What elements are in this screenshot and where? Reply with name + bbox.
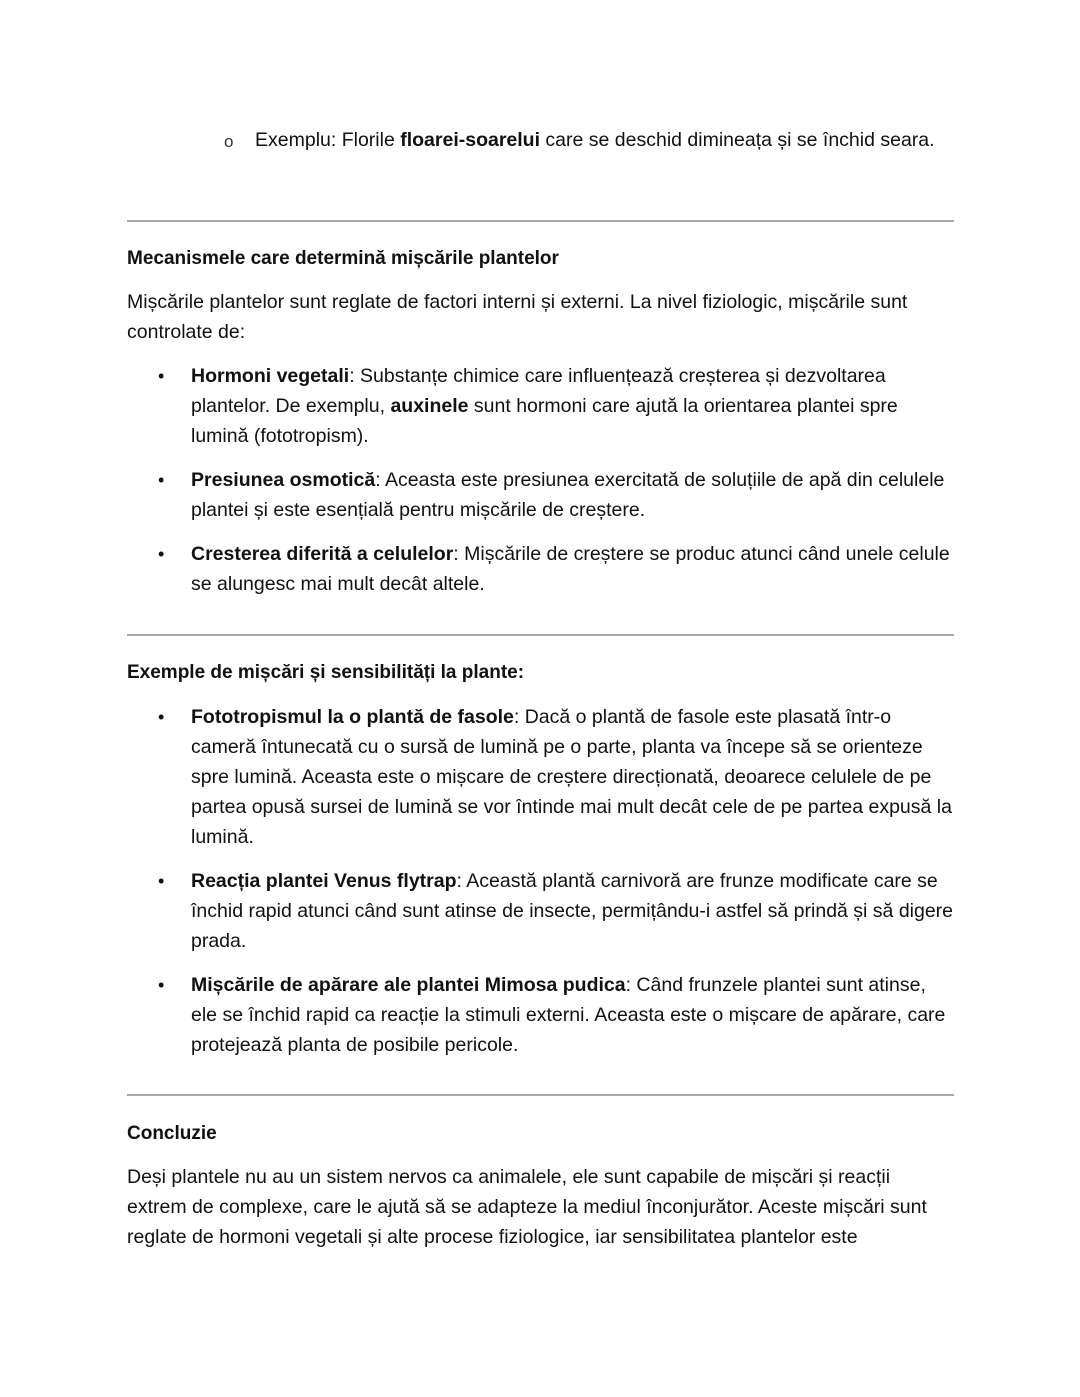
bullet-icon: • (158, 366, 165, 386)
item-bold: Mișcările de apărare ale plantei Mimosa pudica (191, 974, 626, 996)
list-item (158, 465, 954, 525)
item-text: : Aceasta este presiunea exercitată de soluțiile de apă din celulele plantei și este esențială pentru mișcările de creștere. (191, 469, 945, 521)
divider-1 (127, 220, 954, 222)
list-item (158, 866, 954, 956)
bullet-icon: • (158, 470, 165, 490)
mechanisms-intro: Mișcările plantelor sunt reglate de factori interni și externi. La nivel fiziologic, mișcările sunt controlate de: (127, 291, 908, 343)
bullet-icon: • (158, 707, 165, 727)
item-text: : Mișcările de creștere se produc atunci când unele celule se alungesc mai mult decât altele. (191, 543, 950, 595)
item-bold: Fototropismul la o plantă de fasole (191, 706, 514, 728)
item-bold: Reacția plantei Venus flytrap (191, 870, 457, 892)
item-text-2: sunt hormoni care ajută la orientarea plantei spre lumină (fototropism). (191, 395, 898, 447)
bullet-icon: • (158, 975, 165, 995)
example-suffix: care se deschid dimineața și se închid seara. (540, 129, 935, 151)
list-item (158, 539, 954, 599)
conclusion-text: Deși plantele nu au un sistem nervos ca animalele, ele sunt capabile de mișcări și reacții extrem de complexe, care le ajută să se adapteze la mediul înconjurător. Aceste mișcări sunt reglate de hormoni vegetali și alte procese fiziologice, iar sensibilitatea plantelor este (127, 1166, 927, 1248)
list-item (158, 970, 954, 1060)
mechanisms-list (158, 361, 954, 613)
item-text: : Substanțe chimice care influențează creșterea și dezvoltarea plantelor. De exemplu, (191, 365, 886, 417)
example-sunflower-item (224, 125, 935, 155)
examples-list (158, 702, 954, 1074)
item-bold: Hormoni vegetali (191, 365, 350, 387)
bullet-icon: • (158, 544, 165, 564)
item-bold: Cresterea diferită a celulelor (191, 543, 454, 565)
mechanisms-heading: Mecanismele care determină mișcările plantelor (127, 248, 559, 269)
item-text: : Această plantă carnivoră are frunze modificate care se închid rapid atunci când sunt atinse de insecte, permițându-i astfel să prindă și să digere prada. (191, 870, 954, 952)
conclusion-heading: Concluzie (127, 1123, 217, 1144)
bullet-icon: • (158, 871, 165, 891)
item-text: : Când frunzele plantei sunt atinse, ele se închid rapid ca reacție la stimuli externi. Aceasta este o mișcare de apărare, care protejează planta de posibile pericole. (191, 974, 946, 1056)
item-bold: Presiunea osmotică (191, 469, 376, 491)
example-bold: floarei-soarelui (400, 129, 541, 151)
list-item (158, 702, 954, 852)
divider-3 (127, 1094, 954, 1096)
example-prefix: Exemplu: Florile (255, 129, 401, 151)
list-item (158, 361, 954, 451)
sub-bullet-marker: o (224, 132, 234, 151)
divider-2 (127, 634, 954, 636)
item-bold-2: auxinele (390, 395, 469, 417)
examples-heading: Exemple de mișcări și sensibilități la plante: (127, 662, 525, 683)
item-text: : Dacă o plantă de fasole este plasată într-o cameră întunecată cu o sursă de lumină pe o parte, planta va începe să se orienteze spre lumină. Aceasta este o mișcare de creștere direcționată, deoarece celulele de pe partea opusă sursei de lumină se vor întinde mai mult decât cele de pe partea expusă la lumină. (191, 706, 952, 848)
